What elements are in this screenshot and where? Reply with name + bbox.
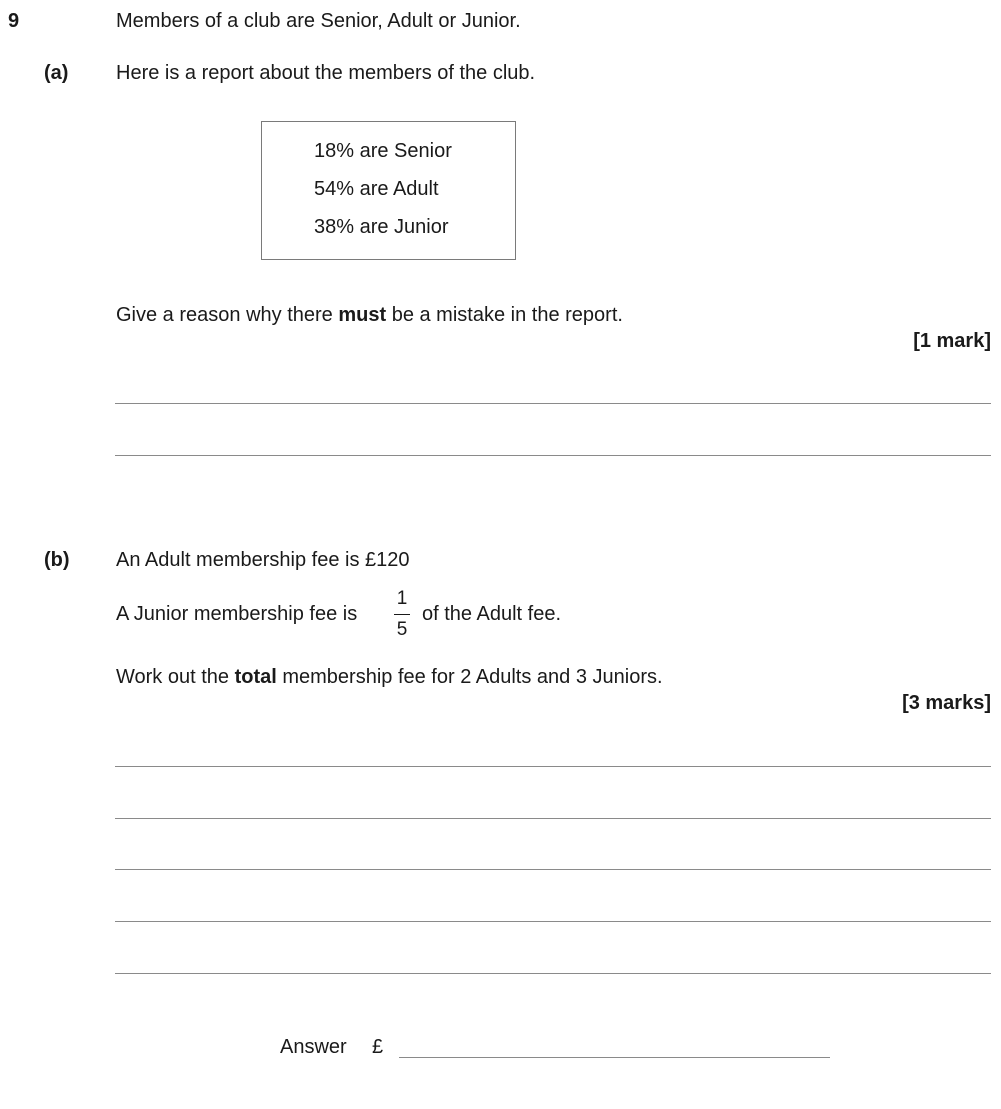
report-line-senior: 18% are Senior [314,140,452,162]
part-a-prompt-post: be a mistake in the report. [386,304,623,326]
question-intro: Members of a club are Senior, Adult or Junior. [116,10,521,32]
part-a-prompt-pre: Give a reason why there [116,304,339,326]
part-a-prompt-emphasis: must [338,304,387,326]
part-b-working-line-4[interactable] [115,921,991,922]
part-a-prompt [116,304,623,327]
fraction-numerator: 1 [396,588,408,609]
part-a-label: (a) [44,62,69,84]
fraction-denominator: 5 [396,619,408,640]
part-b-working-line-5[interactable] [115,973,991,974]
report-box [261,121,516,260]
part-b-line-2-pre: A Junior membership fee is [116,603,358,625]
part-b-working-line-3[interactable] [115,869,991,870]
part-a-marks: [1 mark] [913,330,991,352]
part-b-working-line-2[interactable] [115,818,991,819]
report-line-junior: 38% are Junior [314,216,449,238]
part-b-working-line-1[interactable] [115,766,991,767]
part-a-text: Here is a report about the members of the club. [116,62,536,84]
answer-currency: £ [372,1036,384,1058]
fraction-bar [394,614,410,615]
final-answer-line[interactable] [399,1057,830,1058]
part-b-label: (b) [44,549,70,571]
answer-label: Answer [280,1036,347,1058]
part-b-prompt-post: membership fee for 2 Adults and 3 Juniors. [276,666,663,688]
part-b-prompt [116,666,663,689]
part-b-line-2-post: of the Adult fee. [422,603,561,625]
part-b-prompt-pre: Work out the [116,666,235,688]
part-b-prompt-emphasis: total [234,666,277,688]
part-b-marks: [3 marks] [902,692,991,714]
part-b-line-1: An Adult membership fee is £120 [116,549,410,571]
part-a-answer-line-2[interactable] [115,455,991,456]
report-line-adult: 54% are Adult [314,178,439,200]
question-number: 9 [8,10,20,32]
part-a-answer-line-1[interactable] [115,403,991,404]
